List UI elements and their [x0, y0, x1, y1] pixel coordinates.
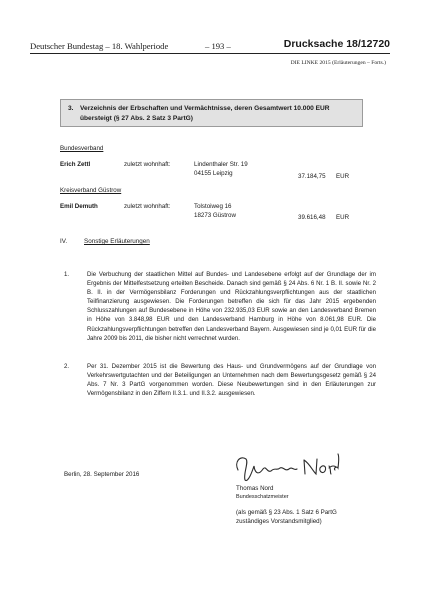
bequest-residence-label: zuletzt wohnhaft:: [124, 161, 171, 168]
paragraph-number: 2.: [64, 363, 70, 370]
bequest-amount: 39.616,48: [298, 214, 326, 221]
section-4-number: IV.: [60, 238, 68, 245]
signatory-name: Thomas Nord: [236, 485, 274, 492]
bequest-street: Lindenthaler Str. 19: [194, 161, 248, 168]
bequest-name: Emil Demuth: [60, 203, 98, 210]
running-header: [30, 38, 390, 52]
bequest-currency: EUR: [336, 173, 350, 180]
signatory-role: Bundesschatzmeister: [236, 494, 289, 500]
place-date: Berlin, 28. September 2016: [64, 471, 140, 478]
page-number: – 193 –: [205, 41, 231, 51]
handwritten-signature: [232, 450, 342, 486]
section-3-title: Verzeichnis der Erbschaften und Vermächtnisse, deren Gesamtwert 10.000 EUR übersteigt (§ 27 Abs. 2 Satz 3 PartG): [80, 105, 330, 122]
bequest-residence-label: zuletzt wohnhaft:: [124, 203, 171, 210]
section-4-title: Sonstige Erläuterungen: [84, 238, 150, 245]
paragraph-text: Die Verbuchung der staatlichen Mittel auf Bundes- und Landesebene erfolgt auf der Grundlage der im Ergebnis der Mittelfestsetzung erteilten Bescheide. Danach sind gemäß § 24 Abs. 6 Nr. 1 B. II. sowie Nr. 2 B. II. in der Vermögensbilanz Forderungen und Rückzahlungsverpflichtungen aus der staatlichen Teilfinanzierung ausgewiesen. Die Forderungen betreffen die sich für das Jahr 2015 ergebenden Schlusszahlungen auf Bundesebene in Höhe von 232.935,03 EUR sowie an den Landesverband Bremen in Höhe von 3.848,98 EUR und den Landesverband Hamburg in Höhe von 8.061,98 EUR. Die Rückzahlungsverpflichtungen betreffen den Landesverband Bayern. Ausgewiesen sind je 0,01 EUR für die Jahre 2009 bis 2011, die bisher nicht verrechnet wurden.: [87, 271, 376, 342]
bequest-amount: 37.184,75: [298, 173, 326, 180]
paragraph-number: 1.: [64, 271, 70, 278]
header-left: Deutscher Bundestag – 18. Wahlperiode: [30, 41, 169, 51]
bequest-city: 04155 Leipzig: [194, 170, 233, 177]
bequest-currency: EUR: [336, 214, 350, 221]
bequest-name: Erich Zettl: [60, 161, 91, 168]
signatory-note-line-1: (als gemäß § 23 Abs. 1 Satz 6 PartG: [236, 509, 337, 516]
paragraph-text: Per 31. Dezember 2015 ist die Bewertung des Haus- und Grundvermögens auf der Grundlage von Verkehrswertgutachten und der Beteiligungen an Unternehmen nach dem Bewertungsgesetz gemäß § 24 Abs. 7 Nr. 3 PartG vorgenommen worden. Diese Neubewertungen sind in den Erläuterungen zur Vermögensbilanz in den Ziffern II.3.1. und II.3.2. ausgewiesen.: [87, 363, 376, 398]
bequest-street: Tolstoiweg 16: [194, 203, 232, 210]
section-3-number: 3.: [68, 105, 74, 112]
section-3-heading-box: [60, 99, 363, 127]
bequest-group-label: Bundesverband: [60, 145, 104, 152]
bequest-group-label: Kreisverband Güstrow: [60, 187, 122, 194]
drucksache-number: Drucksache 18/12720: [283, 38, 390, 50]
header-subtitle: DIE LINKE 2015 (Erläuterungen – Forts.): [290, 60, 386, 66]
bequest-city: 18273 Güstrow: [194, 212, 236, 219]
signatory-note-line-2: zuständiges Vorstandsmitglied): [236, 518, 322, 525]
header-rule: [30, 53, 390, 54]
